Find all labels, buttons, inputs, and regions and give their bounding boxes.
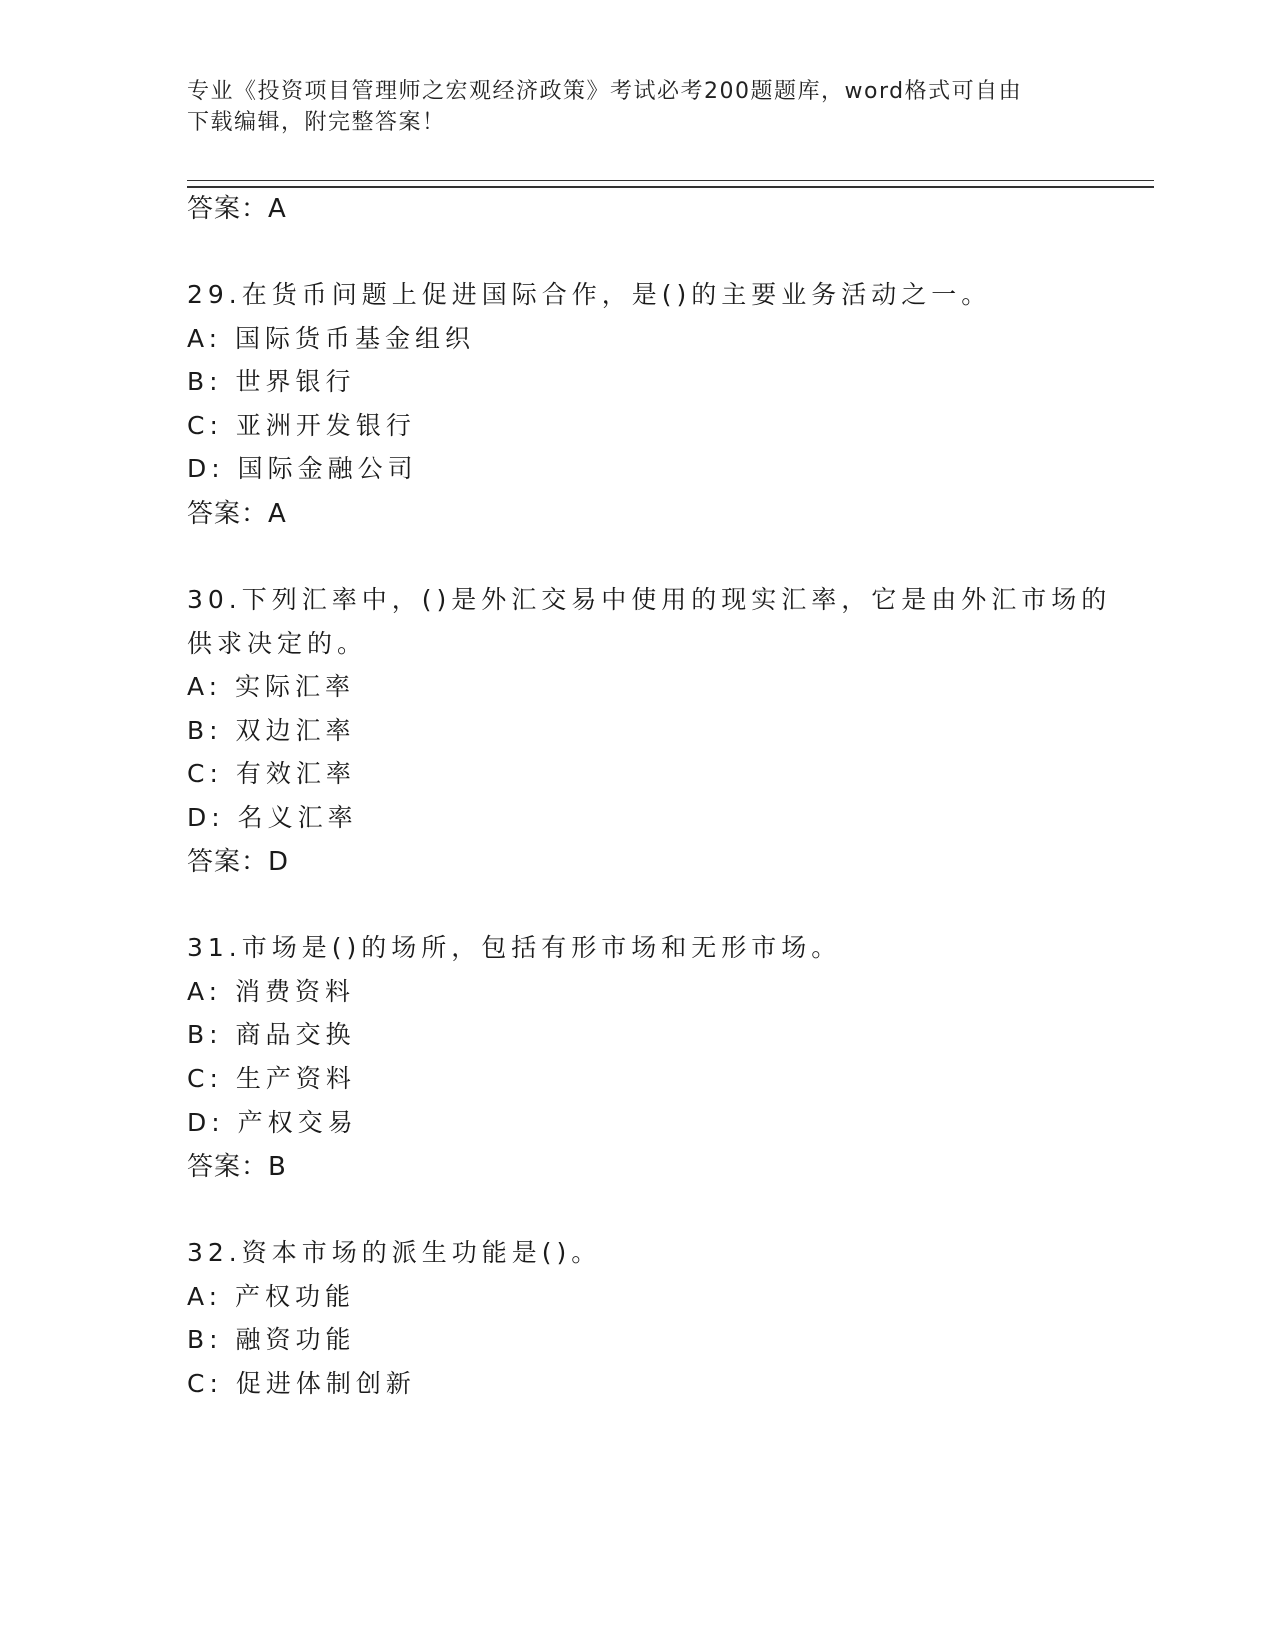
question-31-answer: 答案：B — [187, 1152, 287, 1182]
question-29-option-d: D: 国际金融公司 — [187, 454, 418, 483]
question-32-option-c: C: 促进体制创新 — [187, 1369, 416, 1398]
question-30-option-c: C: 有效汇率 — [187, 759, 356, 788]
header-divider — [187, 180, 1154, 188]
previous-answer: 答案：A — [187, 194, 287, 224]
question-30-stem-line-2: 供求决定的。 — [187, 629, 368, 658]
question-29-stem: 29.在货币问题上促进国际合作，是()的主要业务活动之一。 — [187, 280, 992, 309]
question-32-option-a: A: 产权功能 — [187, 1282, 356, 1311]
header-line-1: 专业《投资项目管理师之宏观经济政策》考试必考200题题库，word格式可自由 — [187, 79, 1023, 104]
document-header — [187, 76, 1067, 138]
question-30-option-d: D: 名义汇率 — [187, 803, 358, 832]
question-31-stem: 31.市场是()的场所，包括有形市场和无形市场。 — [187, 933, 842, 962]
question-30-answer: 答案：D — [187, 847, 290, 877]
question-31-option-d: D: 产权交易 — [187, 1108, 358, 1137]
question-29-option-a: A: 国际货币基金组织 — [187, 324, 476, 353]
question-31-option-b: B: 商品交换 — [187, 1020, 356, 1049]
question-30-option-b: B: 双边汇率 — [187, 716, 356, 745]
question-31-option-a: A: 消费资料 — [187, 977, 356, 1006]
question-29-answer: 答案：A — [187, 499, 287, 529]
question-31-option-c: C: 生产资料 — [187, 1064, 356, 1093]
question-29-option-b: B: 世界银行 — [187, 367, 356, 396]
question-29-option-c: C: 亚洲开发银行 — [187, 411, 416, 440]
question-30-stem-line-1: 30.下列汇率中，()是外汇交易中使用的现实汇率，它是由外汇市场的 — [187, 585, 1112, 614]
question-32-stem: 32.资本市场的派生功能是()。 — [187, 1238, 602, 1267]
header-line-2: 下载编辑，附完整答案！ — [187, 110, 446, 135]
question-30-option-a: A: 实际汇率 — [187, 672, 356, 701]
question-32-option-b: B: 融资功能 — [187, 1325, 356, 1354]
